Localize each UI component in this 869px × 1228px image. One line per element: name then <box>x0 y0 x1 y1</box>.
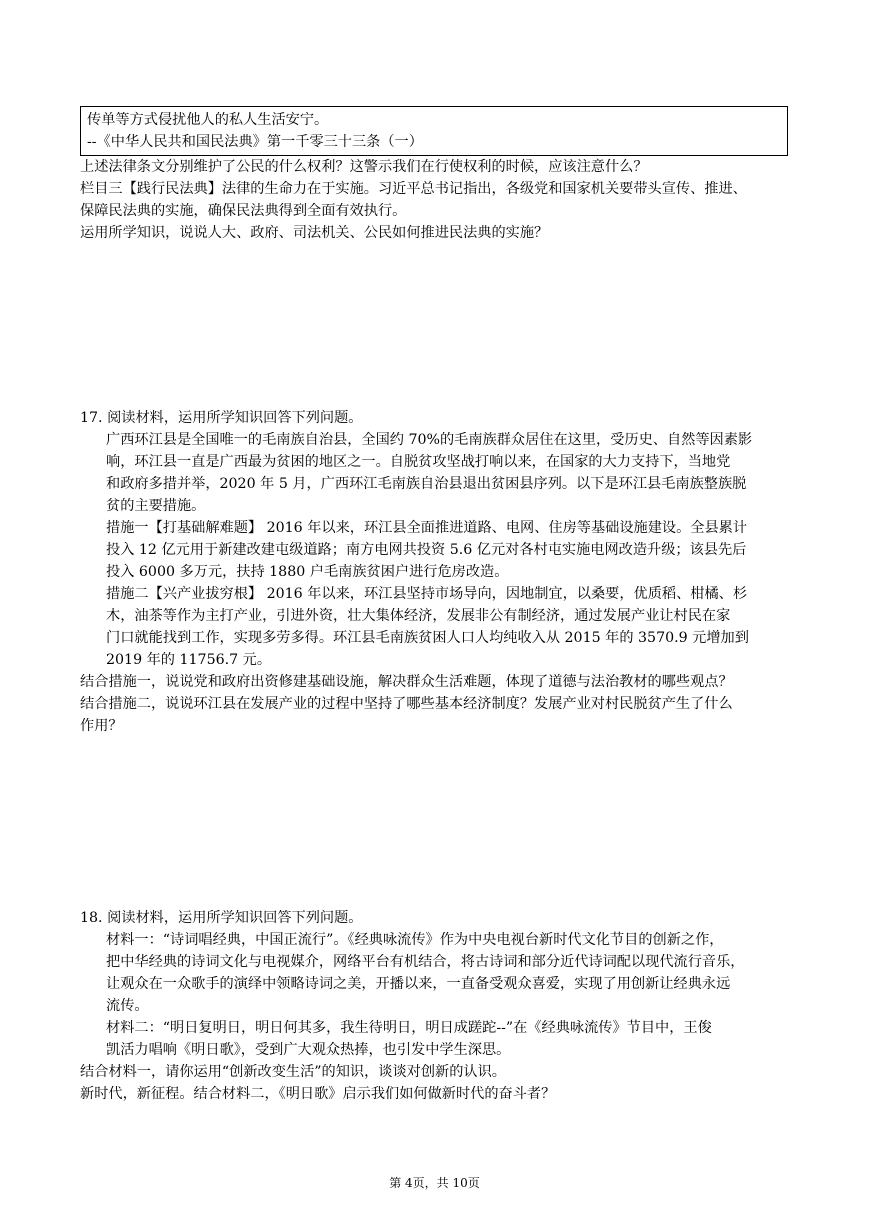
quote-line: 传单等方式侵扰他人的私人生活安宁。 <box>87 112 329 128</box>
material-line: 材料一：“诗词唱经典，中国正流行”。《经典咏流传》作为中央电视台新时代文化节目的创新之作， <box>106 932 724 948</box>
column3-text: 保障民法典的实施，确保民法典得到全面有效执行。 <box>80 203 407 219</box>
material-line: 响，环江县一直是广西最为贫困的地区之一。自脱贫攻坚战打响以来，在国家的大力支持下，当地党 <box>106 454 731 470</box>
measure-line: 措施一【打基础解难题】 2016 年以来，环江县全面推进道路、电网、住房等基础设施建设。全县累计 <box>106 520 748 536</box>
question-stem: 18. 阅读材料，运用所学知识回答下列问题。 <box>80 910 363 926</box>
material-line: 材料二：“明日复明日，明日何其多，我生待明日，明日成蹉跎--”在《经典咏流传》节目中，王俊 <box>106 1020 712 1036</box>
material-line: 把中华经典的诗词文化与电视媒介，网络平台有机结合，将古诗词和部分近代诗词配以现代流行音乐， <box>106 954 745 970</box>
measure-line: 投入 6000 多万元，扶持 1880 户毛南族贫困户进行危房改造。 <box>106 564 509 580</box>
material-line: 贫的主要措施。 <box>106 498 206 514</box>
question-text: 作用？ <box>80 718 123 734</box>
material-line: 广西环江县是全国唯一的毛南族自治县，全国约 70%的毛南族群众居住在这里，受历史、自然等因素影 <box>106 432 753 448</box>
material-line: 和政府多措并举，2020 年 5 月，广西环江毛南族自治县退出贫困县序列。以下是环江县毛南族整族脱 <box>106 476 747 492</box>
material-line: 凯活力唱响《明日歌》，受到广大观众热捧，也引发中学生深思。 <box>106 1042 511 1058</box>
question-text: 上述法律条文分别维护了公民的什么权利？这警示我们在行使权利的时候，应该注意什么？ <box>80 159 648 175</box>
question-16-continued <box>80 156 800 244</box>
measure-line: 投入 12 亿元用于新建改建屯级道路；南方电网共投资 5.6 亿元对各村屯实施电网改造升级；该县先后 <box>106 542 747 558</box>
question-17 <box>80 407 800 737</box>
question-text: 结合材料一，请你运用“创新改变生活”的知识，谈谈对创新的认识。 <box>80 1064 506 1080</box>
question-18 <box>80 907 800 1105</box>
question-text: 结合措施一，说说党和政府出资修建基础设施，解决群众生活难题，体现了道德与法治教材的哪些观点？ <box>80 674 733 690</box>
measure-line: 木，油茶等作为主打产业，引进外资，壮大集体经济，发展非公有制经济，通过发展产业让村民在家 <box>106 608 731 624</box>
question-stem: 17. 阅读材料，运用所学知识回答下列问题。 <box>80 410 363 426</box>
question-text: 结合措施二，说说环江县在发展产业的过程中坚持了哪些基本经济制度？发展产业对村民脱贫产生了什么 <box>80 696 733 712</box>
material-paragraph <box>80 929 800 1061</box>
measure-line: 2019 年的 11756.7 元。 <box>106 652 272 668</box>
question-text: 新时代，新征程。结合材料二，《明日歌》启示我们如何做新时代的奋斗者？ <box>80 1086 556 1102</box>
page-number: 第 4页，共 10页 <box>389 1176 480 1190</box>
quote-source: --《中华人民共和国民法典》第一千零三十三条（一） <box>87 134 423 150</box>
measure-line: 门口就能找到工作，实现多劳多得。环江县毛南族贫困人口人均纯收入从 2015 年的 3570.9 元增加到 <box>106 630 749 646</box>
measure-line: 措施二【兴产业拔穷根】 2016 年以来，环江县坚持市场导向，因地制宜，以桑要，优质稻、柑橘、杉 <box>106 586 748 602</box>
question-text: 运用所学知识，说说人大、政府、司法机关、公民如何推进民法典的实施？ <box>80 225 549 241</box>
material-line: 流传。 <box>106 998 149 1014</box>
material-paragraph <box>80 429 800 671</box>
column3-text: 栏目三【践行民法典】法律的生命力在于实施。习近平总书记指出，各级党和国家机关要带头宣传、推进、 <box>80 181 747 197</box>
law-quote-box <box>80 106 788 156</box>
material-line: 让观众在一众歌手的演绎中领略诗词之美，开播以来，一直备受观众喜爱，实现了用创新让经典永远 <box>106 976 731 992</box>
